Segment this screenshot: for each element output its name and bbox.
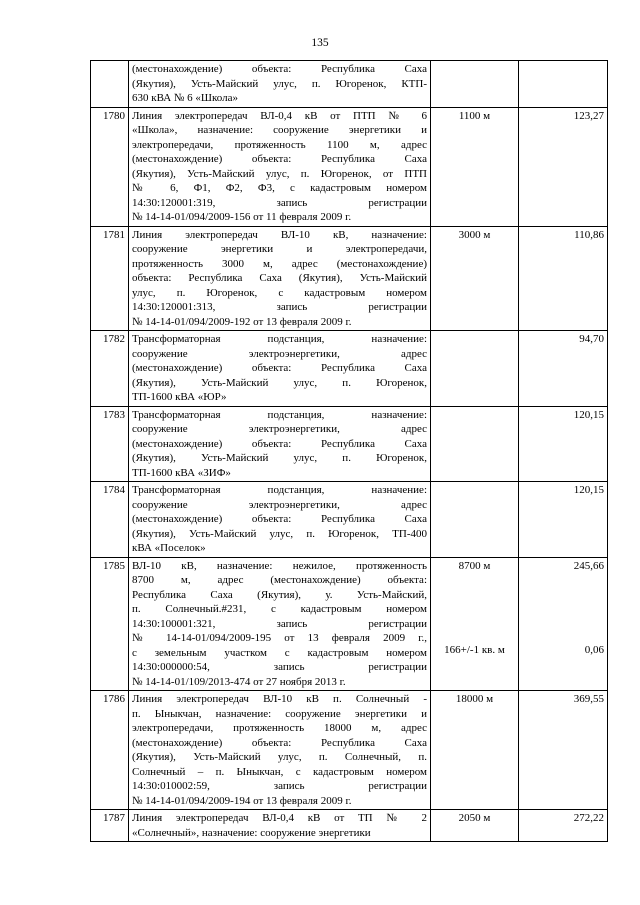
description-line: Солнечный – п. Ыныкчан, с кадастровым номером (132, 765, 427, 778)
value: 110,86 (574, 228, 604, 241)
description-line: ТП-1600 кВА «ЗИФ» (132, 466, 231, 479)
row-number: 1787 (91, 810, 129, 842)
row-number: 1782 (91, 331, 129, 407)
object-description (129, 331, 431, 407)
value-cell (519, 482, 608, 558)
object-description (129, 107, 431, 226)
row-number: 1783 (91, 406, 129, 482)
description-line: (Якутия), Усть-Майский улус, п. Югоренок, от ПТП (132, 167, 427, 180)
quantity-cell (431, 406, 519, 482)
table-row (91, 557, 608, 691)
description-line: № 14-14-01/094/2009-156 от 11 февраля 2009 г. (132, 211, 352, 223)
description-line: 14:30:010002:59, запись регистрации (132, 780, 427, 792)
table-row (91, 61, 608, 108)
description-line: (Якутия), Усть-Майский улус, п. Солнечный, п. (132, 751, 427, 763)
description-line: объекта: Республика Саха (Якутия), Усть-Майский (132, 272, 427, 284)
object-description (129, 226, 431, 331)
object-description (129, 482, 431, 558)
description-line: 8700 м, адрес (местонахождение) объекта: (132, 574, 427, 586)
table-body (91, 61, 608, 842)
value-cell (519, 107, 608, 226)
table-row (91, 331, 608, 407)
quantity-cell (431, 331, 519, 407)
object-description (129, 810, 431, 842)
quantity-cell (431, 61, 519, 108)
value-cell (519, 61, 608, 108)
description-line: 14:30:120001:313, запись регистрации (132, 301, 427, 313)
value-cell (519, 691, 608, 810)
description-line: (местонахождение) объекта: Республика Саха (132, 362, 427, 374)
description-line: Трансформаторная подстанция, назначение: (132, 333, 427, 345)
description-line: ВЛ-10 кВ, назначение: нежилое, протяженность (132, 559, 427, 572)
description-line: ТП-1600 кВА «ЮР» (132, 391, 227, 403)
description-line: (Якутия), Усть-Майский улус, п. Югоренок, ТП-400 (132, 527, 427, 540)
description-line: с земельным участком с кадастровым номером (132, 646, 427, 659)
row-number: 1781 (91, 226, 129, 331)
row-number: 1785 (91, 557, 129, 691)
description-line: п. Солнечный.#231, с кадастровым номером (132, 603, 427, 615)
quantity: 8700 м (458, 559, 491, 572)
description-line: 14:30:100001:321, запись регистрации (132, 617, 427, 630)
description-line: Республика Саха (Якутия), у. Усть-Майский, (132, 588, 427, 601)
description-line: № 14-14-01/109/2013-474 от 27 ноября 2013 г. (132, 675, 346, 688)
value: 272,22 (573, 812, 604, 824)
row-number: 1786 (91, 691, 129, 810)
description-line: (Якутия), Усть-Майский улус, п. Югоренок, (132, 376, 427, 389)
quantity-cell (431, 226, 519, 331)
object-description (129, 557, 431, 691)
land-area: 166+/-1 кв. м (444, 644, 505, 656)
quantity-cell (431, 107, 519, 226)
value: 94,70 (579, 333, 604, 345)
quantity: 3000 м (458, 228, 491, 241)
description-line: (местонахождение) объекта: Республика Саха (132, 736, 427, 749)
value-cell (519, 406, 608, 482)
value-cell (519, 331, 608, 407)
quantity: 2050 м (458, 812, 491, 824)
row-number (91, 61, 129, 108)
value: 369,55 (573, 693, 604, 705)
value: 123,27 (573, 109, 604, 122)
description-line: сооружение электроэнергетики, адрес (132, 423, 427, 435)
registry-table (90, 60, 608, 842)
table-row (91, 406, 608, 482)
value-cell (519, 226, 608, 331)
description-line: 14:30:000000:54, запись регистрации (132, 661, 427, 673)
description-line: № 14-14-01/094/2009-194 от 13 февраля 2009 г. (132, 794, 352, 807)
table-row (91, 226, 608, 331)
value: 245,66 (573, 559, 604, 572)
description-line: сооружение электроэнергетики, адрес (132, 347, 427, 360)
description-line: Трансформаторная подстанция, назначение: (132, 408, 427, 421)
quantity-cell (431, 691, 519, 810)
row-number: 1780 (91, 107, 129, 226)
description-line: протяженность 3000 м, адрес (местонахождение) (132, 257, 427, 270)
description-line: (Якутия), Усть-Майский улус, п. Югоренок, КТП- (132, 77, 427, 90)
table-row (91, 107, 608, 226)
value-cell (519, 810, 608, 842)
description-line: улус, п. Югоренок, с кадастровым номером (132, 286, 427, 299)
row-number: 1784 (91, 482, 129, 558)
description-line: № 6, Ф1, Ф2, Ф3, с кадастровым номером (132, 182, 427, 194)
quantity-cell (431, 557, 519, 691)
quantity-cell (431, 482, 519, 558)
object-description (129, 406, 431, 482)
description-line: сооружение электроэнергетики, адрес (132, 498, 427, 511)
description-line: электропередачи, протяженность 18000 м, адрес (132, 722, 427, 734)
description-line: электропередачи, протяженность 1100 м, адрес (132, 138, 427, 151)
quantity-cell (431, 810, 519, 842)
description-line: (местонахождение) объекта: Республика Саха (132, 63, 427, 75)
quantity: 1100 м (458, 109, 491, 122)
description-line: (местонахождение) объекта: Республика Саха (132, 437, 427, 450)
description-line: «Школа», назначение: сооружение энергетики и (132, 124, 427, 136)
quantity: 18000 м (455, 693, 494, 705)
description-line: № 14-14-01/094/2009-192 от 13 февраля 2009 г. (132, 315, 352, 328)
page-number: 135 (311, 37, 329, 49)
description-line: (местонахождение) объекта: Республика Саха (132, 513, 427, 525)
object-description (129, 61, 431, 108)
description-line: Линия электропередач ВЛ-10 кВ п. Солнечный - (132, 693, 427, 705)
description-line: Линия электропередач ВЛ-0,4 кВ от ТП № 2 (132, 812, 427, 824)
description-line: п. Ыныкчан, назначение: сооружение энергетики и (132, 707, 427, 720)
description-line: 630 кВА № 6 «Школа» (132, 92, 239, 104)
value-cell (519, 557, 608, 691)
description-line: «Солнечный», назначение: сооружение энергетики (132, 826, 371, 839)
description-line: кВА «Поселок» (132, 542, 206, 554)
table-row (91, 810, 608, 842)
description-line: № 14-14-01/094/2009-195 от 13 февраля 2009 г., (132, 632, 427, 644)
land-value: 0,06 (584, 644, 604, 656)
description-line: Трансформаторная подстанция, назначение: (132, 484, 427, 496)
table-row (91, 482, 608, 558)
description-line: (местонахождение) объекта: Республика Саха (132, 153, 427, 165)
table-row (91, 691, 608, 810)
description-line: 14:30:120001:319, запись регистрации (132, 196, 427, 209)
description-line: Линия электропередач ВЛ-0,4 кВ от ПТП № 6 (132, 109, 427, 122)
value: 120,15 (573, 408, 604, 421)
description-line: (Якутия), Усть-Майский улус, п. Югоренок, (132, 452, 427, 464)
description-line: Линия электропередач ВЛ-10 кВ, назначение: (132, 228, 427, 241)
object-description (129, 691, 431, 810)
value: 120,15 (573, 484, 604, 496)
description-line: сооружение энергетики и электропередачи, (132, 243, 427, 255)
